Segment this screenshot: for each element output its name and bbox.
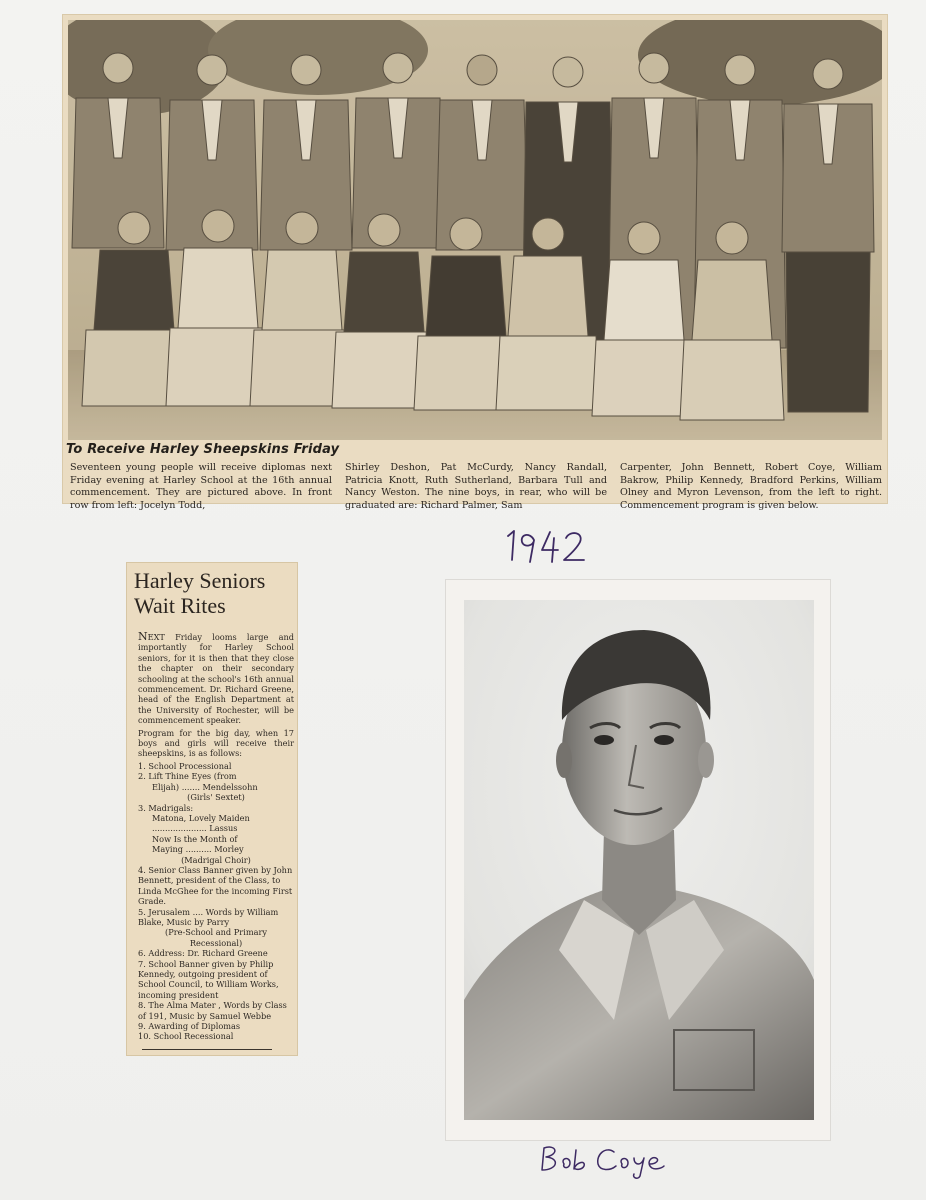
article-paragraph <box>138 632 294 726</box>
handwritten-caption-glyphs <box>536 1140 686 1180</box>
list-item: Matona, Lovely Maiden <box>152 812 250 823</box>
newspaper-clipping-article <box>126 562 298 1056</box>
handwritten-caption <box>536 1140 686 1180</box>
list-item: 4. Senior Class Banner given by John Bennett, president of the Class, to Linda McGhee for the incoming First Grade. <box>138 864 293 907</box>
list-item: 10. School Recessional <box>138 1031 234 1042</box>
article-paragraph: Program for the big day, when 17 boys and girls will receive their sheepskins, is as follows: <box>138 727 294 759</box>
list-item: (Pre-School and Primary Recessional) <box>165 927 267 948</box>
list-item: 9. Awarding of Diplomas <box>138 1021 241 1032</box>
handwritten-year-glyphs <box>504 526 594 566</box>
list-item: 5. Jerusalem .... Words by William Blake, Music by Parry <box>138 906 279 927</box>
caption-column: Carpenter, John Bennett, Robert Coye, William Bakrow, Philip Kennedy, Bradford Perkins, William Olney and Myron Levenson, from the left to right. Commencement program is given below. <box>620 462 882 511</box>
caption-column: Seventeen young people will receive diplomas next Friday evening at Harley School at the 16th annual commencement. They are pictured above. In front row from left: Jocelyn Todd, <box>70 462 332 511</box>
list-item: (Girls' Sextet) <box>187 792 245 803</box>
group-photo <box>68 20 882 440</box>
list-item: Elijah) ....... Mendelssohn <box>152 781 258 792</box>
article-body <box>138 632 294 1042</box>
list-item: 3. Madrigals: <box>138 802 194 813</box>
divider <box>142 1049 272 1050</box>
list-item: 8. The Alma Mater , Words by Class of 191, Music by Samuel Webbe <box>138 1000 287 1021</box>
list-item: ..................... Lassus <box>152 823 238 834</box>
list-item: 2. Lift Thine Eyes (from <box>138 771 237 782</box>
list-item: 1. School Processional <box>138 760 232 771</box>
handwritten-year <box>504 526 594 566</box>
article-title: Harley Seniors Wait Rites <box>134 568 266 618</box>
list-item: (Madrigal Choir) <box>181 854 251 865</box>
portrait-photo <box>464 600 814 1120</box>
caption-column: Shirley Deshon, Pat McCurdy, Nancy Randall, Patricia Knott, Ruth Sutherland, Barbara Tull and Nancy Weston. The nine boys, in rear, who will be graduated are: Richard Palmer, Sam <box>345 462 607 511</box>
paragraph-text: EXT Friday looms large and importantly for Harley School seniors, for it is then that they close the chapter on their secondary schooling at the school's 16th annual commencement. Dr. Richard Greene, head of the English Department at the University of Rochester, will be commencement speaker. <box>138 632 294 726</box>
list-item: Maying .......... Morley <box>152 844 244 855</box>
portrait-image <box>464 600 814 1120</box>
program-list <box>138 761 294 1042</box>
newspaper-clipping-top <box>62 14 888 511</box>
portrait-photo-frame <box>446 580 830 1140</box>
list-item: Now Is the Month of <box>152 833 238 844</box>
group-photo-image <box>68 20 882 440</box>
clipping-headline: To Receive Harley Sheepskins Friday <box>66 442 340 457</box>
list-item: 7. School Banner given by Philip Kennedy, outgoing president of School Council, to William Works, incoming president <box>138 958 279 1000</box>
list-item: 6. Address: Dr. Richard Greene <box>138 948 268 959</box>
drop-cap: N <box>138 630 148 643</box>
clipping-caption <box>70 462 882 511</box>
